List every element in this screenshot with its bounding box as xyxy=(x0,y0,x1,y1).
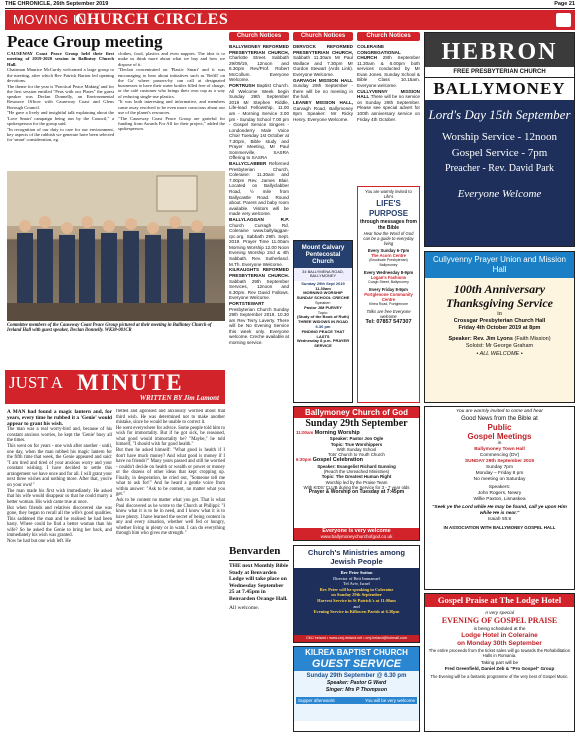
hebron-head xyxy=(425,33,574,67)
mount-calvary-address: 34 BALLYMENA ROAD, BALLYMONEY xyxy=(294,268,352,281)
gospel-praise-ad xyxy=(424,593,575,732)
cog-body xyxy=(294,430,419,496)
cullyvenny-anniv2: Thanksgiving Service xyxy=(446,296,553,310)
pg-body xyxy=(425,407,574,533)
pg-s2: Willie Paxton, Lisnaskea xyxy=(473,497,526,502)
ministries-role: Director of Beit Immanuel xyxy=(333,575,380,581)
notice-item: PORTSTEWART Presbyterian Church Sunday 29th September 2019. 10.30 am Rev Terry Laverty. There will be No Evening Service this week only. Everyone welcome. Creche available at morning service. xyxy=(229,301,289,345)
gp-special: A very special xyxy=(484,610,514,615)
cullyvenny-welcome: • ALL WELCOME • xyxy=(476,351,523,357)
mc-topic-label: Topic: xyxy=(317,309,329,315)
pg-good: Good News from the Bible at xyxy=(461,416,538,422)
notices-col2 xyxy=(293,44,353,244)
pg-date: SUNDAY 29th September 2019 xyxy=(464,459,535,464)
hebron-day: Lord's Day 15th September xyxy=(428,107,571,122)
jam-para: Ask to be content no matter what you get. That is what Paul discovered as he wrote to the Church at Philippi: "I know what it is to be in need, and I know what it is to have plenty. I have learned the secret of being content in any and every situation, whether well fed or hungry, whether living in plenty or in want. I can do everything through him who gives me strength." xyxy=(116,498,225,537)
cullyvenny-title-bar xyxy=(425,252,574,278)
pg-title2: Gospel Meetings xyxy=(467,432,532,441)
cog-date: Sunday 29th September xyxy=(305,418,408,429)
lifes-purpose-body xyxy=(358,187,419,328)
pg-mon: Monday – Friday 8 pm xyxy=(475,471,524,476)
jam-para: This went on for years - one wish after another - until, one day, when the man rubbed his magic lantern for the fifth time that week, the Genie appeared and said: "I am tired and tired of your anxious worry and your constant wishing. I have decided to settle this arrangement we have once and for all. I will grant your next three wishes and nothing more. After that, you're on your own!" xyxy=(7,444,112,488)
mc-date: Sunday 29th Sept 2019 xyxy=(301,280,345,286)
mount-calvary-ad xyxy=(293,240,353,403)
notices-col3 xyxy=(357,44,420,184)
cullyvenny-speaker: Speaker: Rev. Jim Lyons (Faith Mission) xyxy=(448,336,551,342)
lp-sun: Every Sunday 6-7pm xyxy=(367,248,410,253)
hebron-gs: Gospel Service - 7pm xyxy=(451,147,548,159)
mc-topic: (Study of the Book of Ruth) THREE WIDOWS IN ROAD xyxy=(297,314,349,325)
lead-para: "He gave a lively and insightful talk explaining about the 'Love Smart' campaign being run by the Council," a spokesperson for the group said. xyxy=(7,110,114,127)
gp-held: is being scheduled at the xyxy=(473,626,526,631)
ministries-title: Church's Ministries among Jewish People xyxy=(307,548,406,566)
cog-evening: 6:30pm Gospel Celebration xyxy=(296,457,364,464)
gp-p2: The Evening will be a fantastic programme of the very best of Gospel Music. xyxy=(430,674,569,680)
lp-title: LIFE'S PURPOSE xyxy=(368,199,409,218)
lead-para: CAUSEWAY Coast Peace Group held their first meeting of 2019-2020 session in Ballintoy Church Hall. xyxy=(7,51,114,67)
gp-venue: Lodge Hotel in Coleraine xyxy=(461,632,538,639)
pg-sat: No meeting on Saturday xyxy=(473,477,526,482)
cog-led: Worship led by the Praise Team xyxy=(325,479,388,485)
benvarden-welcome: All welcome. xyxy=(229,604,260,611)
cog-title: Ballymoney Church of God xyxy=(294,407,419,418)
kilrea-supper: Supper afterwards xyxy=(298,698,335,703)
kilrea-ad xyxy=(293,646,420,732)
pg-ref: Isaiah 55:6 xyxy=(487,517,512,522)
notice-item: COLERAINE CONGREGATIONAL CHURCH 29th September 11.30am & 6.00pm both services conducted by Mr Evan Jones. Sunday School & Bible Class 10.15am. Everyone welcome. xyxy=(357,44,420,88)
hebron-name: HEBRON xyxy=(441,39,558,65)
lead-col1 xyxy=(7,51,114,169)
mount-calvary-title: Mount Calvary Pentecostal Church xyxy=(294,241,352,268)
ministries-ad xyxy=(293,545,420,643)
ministries-e4: and xyxy=(353,603,360,609)
group-photo xyxy=(7,171,225,321)
lp-sun-at: The Acorn Centre xyxy=(371,253,406,258)
pg-title1: Public xyxy=(487,423,512,432)
hebron-ws: Worship Service - 12noon xyxy=(442,131,557,143)
benvarden-rule xyxy=(229,560,289,561)
masthead-rule xyxy=(5,8,575,9)
kilrea-sub: GUEST SERVICE xyxy=(294,658,419,671)
cullyvenny-body xyxy=(425,278,574,403)
kilrea-welcome: You will be very welcome xyxy=(364,698,415,703)
notice-item: BALLYMONEY REFORMED PRESBYTERIAN CHURCH, Charlotte Street. Sabbath 29/09/19, 12noon and 6.30pm Rev/Prof. Robert McCollum. Everyone Welcome. xyxy=(229,44,289,83)
jam-para: A MAN had found a magic lantern and, for years, every time he rubbed it a 'Genie' would appear to grant his wish. xyxy=(7,409,112,427)
notice-item: LEANEY MISSION HALL, Garvagh Road, Ballymoney 8pm Speaker: Mr Ricky Henry. Everyone Welcome. xyxy=(293,100,353,122)
lead-para: "It was both interesting and informative, and members came away resolved to be even more conscious about our use of the planet's resources. xyxy=(118,99,225,116)
mc-service2: FINDING PEACE THAT LASTS xyxy=(301,328,345,339)
notices-col1 xyxy=(229,44,289,534)
gp-title: Gospel Praise at The Lodge Hotel xyxy=(425,594,574,607)
notice-item: DERVOCK REFORMED PRESBYTERIAN CHURCH, Sabbath 11.30am Mr Paul Wallace and 7.30pm Mr Gordon Stewart (Ards Link). Everyone Welcome. xyxy=(293,44,353,77)
kilrea-body xyxy=(294,671,419,721)
jam-minute: MINUTE xyxy=(77,370,184,395)
pg-sun: Sunday 7pm xyxy=(486,465,513,470)
kilrea-footer xyxy=(296,697,417,704)
cullyvenny-title: Cullyvenny Prayer Union and Mission Hall xyxy=(433,255,566,274)
pg-venue: Ballymoney Town Hall xyxy=(474,447,525,452)
gp-date: on Monday 30th September xyxy=(457,640,542,647)
lead-para: "Declan concentrated on 'Plastic Smart' and it was encouraging to hear about initiatives such as 'Refill' on the Go' where passers-by can call at designated businesses to have their water bottles filled free of charge, or the café customer who brings their own cup as a way of reducing single-use plastics. xyxy=(118,67,225,99)
section-banner xyxy=(5,10,575,30)
paper-name: THE CHRONICLE, 26th September 2019 xyxy=(5,1,109,7)
gp-taking: Taking part will be xyxy=(480,660,519,666)
pg-intro: You are warmly invited to come and hear xyxy=(456,409,543,414)
jam-para: The man made his first wish immediately. He asked that his wife would disappear so that he could marry a better woman. His wish came true at once. xyxy=(7,488,112,505)
lp-sub: through messages from the Bible xyxy=(360,219,417,231)
gp-p1: The entire proceeds from the ticket sales will go towards the Rehabilitation Halls in Romania. xyxy=(428,648,571,659)
notice-item: KILRAUGHTS REFORMED PRESBYTERIAN CHURCH. Sabbath 29th September Services, 12noon and 6.30pm. Rev David Fallows. Everyone Welcome. xyxy=(229,267,289,301)
lp-fri-at: Portglenone Community Centre xyxy=(364,292,413,302)
mc-service1b: SUNDAY SCHOOL CRECHE xyxy=(296,295,350,301)
jam-para: He went everywhere for advice. Some people told him to wish for immortality. But if he got sick, he reasoned, what good would immortality be? "Maybe," he told himself, "I should wish for good health." xyxy=(116,425,225,448)
jam-just: JUST A xyxy=(9,373,64,392)
mc-time1: 11.30am xyxy=(315,285,331,291)
lp-line: Hear how the Word of God can be a guide to everyday living xyxy=(363,231,414,246)
mc-speaker-label: Speaker: xyxy=(314,300,331,305)
notice-item: BALLYLAGGAN R.P. Church Curragh Rd. Coleraine www.ballylaggan-rpc.org. Sabbath 29th. Sept. 2019. Prayer Time 11.00am Morning Worship 12.00 Noon Evening Worship 2nd & 4th Sabbath. Rev. Sutherland. M.Th. Everyone Welcome. xyxy=(229,217,289,267)
cog-tots: Tots' Church to Youth Church xyxy=(328,452,385,458)
kilrea-when: Sunday 29th September @ 6.30 pm xyxy=(306,673,407,679)
hebron-sub: FREE PRESBYTERIAN CHURCH xyxy=(425,67,574,78)
hebron-body xyxy=(425,100,574,246)
lead-para: clothes, food, plastics and even nappies. The idea is to make us think more about what we buy and how we dispose of it. xyxy=(118,51,225,67)
cog-morning: 11:00am Morning Worship xyxy=(296,430,360,436)
lp-fri-addr: Kilrea Road, Portglenone xyxy=(368,302,409,306)
cog-prayer: Prayer & Worship on Tuesday at 7:45pm xyxy=(308,489,405,496)
lp-wed-addr: Coagh Street, Ballymoney xyxy=(368,280,409,284)
kilrea-singer: Singer: Mrs P Thompson xyxy=(325,687,388,693)
notice-item: PORTRUSH Baptist Church. All Welcome Week begin Sunday 29th September 2019 Mr Stephen Riddle, Life-lead Fellowship, 11.00 am - Morning Service 3.00 pm - Sunday School 7.00 pm - Gospel Service Singers - Londonderry Male Voice Choir Tuesday 1st October at 7.30pm, Bible study and Prayer Meeting, Mr Paul Sommerville, SASRA Offering to SASRA xyxy=(229,83,289,161)
cog-ss: With Sunday School xyxy=(336,446,377,452)
photo-caption: Committee members of the Causeway Coast Peace Group pictured at their meeting in Ballintoy Church of Ireland Hall with guest speaker, Declan Donnelly. WK38-001CR xyxy=(7,323,212,334)
lp-sun-addr: (Brookvale Presbyterian) Ballymoney xyxy=(369,258,408,267)
cog-sp2b: (Reach the Unreached Ministries) xyxy=(323,469,390,475)
cog-kids: With KIDS' CLUB during the Service for 3 - 7 year olds xyxy=(303,484,410,490)
lead-para: The theme for the year is 'Practical Peace Making' and for the first session entitled "Peas with our Plates" the guest speaker was Declan Donnelly, an Environmental Resource Officer with Causeway Coast and Glens Borough Council. xyxy=(7,83,114,110)
jam-para: But when friends and relatives discovered she was gone, they began to recall all the wife's good qualities. This saddened the man and he realised he had been hasty. Where could he find a better woman than his wife? So he asked the Genie to bring her back, and immediately his wish was granted. xyxy=(7,505,112,539)
ministries-e3: Harvest Service in St Patrick's at 11.00am xyxy=(317,597,396,603)
lp-fri: Every Friday 8-9pm xyxy=(369,287,408,292)
banner-icon xyxy=(556,13,571,27)
notices-header-3: Church Notices xyxy=(357,32,420,41)
mc-wed: Wednesday 8 p.m. PRAYER SERVICE xyxy=(296,338,350,349)
jam-col1 xyxy=(7,409,112,731)
cullyvenny-when: Friday 4th October 2019 at 8pm xyxy=(458,325,541,331)
cog-sp1: Speaker: Pastor Jon Ogle xyxy=(329,436,384,442)
ministries-e5: Evening Service in Killowen Parish at 6.30pm xyxy=(313,609,400,615)
pg-s1: John Rogers, Newry xyxy=(477,491,522,496)
jam-byline: WRITTEN BY Jim Lamont xyxy=(139,394,219,402)
cullyvenny-in: in xyxy=(497,311,502,317)
ministries-contact: CMJ Ireland • www.cmj-ireland.net • cmj.ireland@hotmail.com xyxy=(294,635,419,642)
group-photo-figures xyxy=(7,171,225,321)
gp-body xyxy=(425,607,574,683)
notice-item: CULLYVENNY MISSION HALL There will be no service on Sunday 29th September. Please see special advert for 100th anniversary service on Friday 4th October. xyxy=(357,88,420,122)
hebron-welcome: Everyone Welcome xyxy=(457,188,542,200)
lead-headline: Peace Group meeting xyxy=(7,32,163,51)
jam-para: Now he had but one wish left. He xyxy=(7,538,71,544)
cullyvenny-where: Crossgar Presbyterian Church Hall xyxy=(453,318,546,324)
page-number: Page 21 xyxy=(554,1,575,7)
ministries-body xyxy=(294,568,419,635)
cullyvenny-anniv1: 100th Anniversary xyxy=(453,282,546,296)
mount-calvary-body xyxy=(294,281,352,350)
gp-names: Fred Greenfield, Daniel Zeb & "Pro Gospel" Group xyxy=(444,666,555,672)
jam-col2 xyxy=(116,409,225,731)
jam-banner xyxy=(5,370,225,404)
cog-tp2: Topic: The Greatest Human Right xyxy=(321,474,392,480)
kilrea-title: KILREA BAPTIST CHURCH xyxy=(294,647,419,658)
pg-speakers: Speakers: xyxy=(488,485,511,490)
pg-in: in xyxy=(497,441,502,446)
cog-sp2: Speaker: Evangelist Richard Gunning xyxy=(317,463,396,469)
mc-speaker: Pastor JIM PURVEY xyxy=(304,304,342,310)
ministries-e2: on Sunday 29th September xyxy=(331,592,382,598)
notice-item: BALLYCLABBER Reformed Presbyterian Church, Coleraine: 11.30am and 7.00pm Rev. James Blair. Located on Ballyclabber Road, ½ mile from Ballycastle Road. Round about. Parent and baby room available. Visitors will be made very welcome. xyxy=(229,161,289,217)
mc-service1: MORNING WORSHIP xyxy=(303,290,343,296)
banner-main: CHURCH CIRCLES xyxy=(75,11,229,28)
ministries-loc: Tel Aviv, Israel xyxy=(343,581,370,587)
hebron-town: BALLYMONEY xyxy=(433,79,566,98)
pg-verse: "Seek ye the Lord while He may be found, call ye upon Him while He is near." xyxy=(432,505,567,516)
lead-para: "The Causeway Coast Peace Group are grateful for funding from Awards For All for their project," added the spokesperson. xyxy=(118,115,225,132)
public-gospel-ad xyxy=(424,406,575,590)
benvarden-text xyxy=(229,563,289,728)
lp-closing: Talks are free Everyone welcome xyxy=(366,309,411,319)
hebron-ad xyxy=(424,32,575,247)
lead-col2 xyxy=(118,51,225,169)
cullyvenny-soloist: Soloist: Mr George Graham xyxy=(465,343,534,349)
hebron-pr: Preacher - Rev. David Park xyxy=(444,163,555,174)
cog-tp1: Topic: True Worshippers xyxy=(330,441,383,447)
notices-header-1: Church Notices xyxy=(229,32,289,41)
cullyvenny-ad xyxy=(424,251,575,403)
benvarden-body: THE next Monthly Bible Study at Benvarden Lodge will take place on Wednesday September 25 at 7.45pm in Benvarden Orange Hall. xyxy=(229,563,289,602)
notices-header-2: Church Notices xyxy=(293,32,353,41)
lead-para: Chairman Maurice McCurdy welcomed a large group to the meeting, after which Rev Patrick Barton led opening devotions. xyxy=(7,67,114,83)
lead-para: "In recognition of our duty to care for our environment, key aspects of the rubbish we generate have been selected for 'smart' consideration, eg. xyxy=(7,126,114,143)
pg-assoc: IN ASSOCIATION WITH BALLYMONEY GOSPEL HALL xyxy=(443,525,556,530)
ministries-e1: Rev Peter will be speaking in Coleraine xyxy=(319,586,394,592)
banner-pre: MOVING IN xyxy=(13,12,87,27)
mc-time2: 6.30 pm xyxy=(315,323,331,329)
lp-wed-at: Logan's Fashions xyxy=(370,275,407,280)
pg-commencing: Commencing (DV) xyxy=(479,453,520,458)
jam-para: But then he asked himself: "What good is health if I don't have much money? And what good is money if I have no friends?" Many years passed and still he worried - couldn't decide on health or wealth or power or money or the dozens of other ideas that kept cropping up. Finally, in desperation, he cried out, "Someone tell me what to ask for!" And he heard a gentle voice from within answer: "Ask to be content, no matter what you get." xyxy=(116,448,225,498)
lp-intro: You are warmly invited to Life's xyxy=(365,189,412,199)
lifes-purpose-ad xyxy=(357,186,420,403)
notice-item: GARVAGH MISSION HALL Sunday 29th September - there will be no meeting in the hall. xyxy=(293,77,353,100)
gp-event: EVENING OF GOSPEL PRAISE xyxy=(441,616,558,625)
jam-para: The man was a real worry-bird and, because of his constant anxious worries, he kept the 'Genie' busy all the times. xyxy=(7,427,112,444)
lp-tel: Tel: 07857 547307 xyxy=(365,319,412,325)
kilrea-speaker: Speaker: Pastor G Ward xyxy=(326,680,387,686)
cog-web: www.ballymoneychurchofgod.co.uk xyxy=(294,534,419,540)
benvarden-title: Benvarden xyxy=(229,545,281,557)
cog-welcome: Everyone is very welcome xyxy=(294,528,419,535)
ballymoney-cog-ad xyxy=(293,406,420,541)
lp-wed: Every Wednesday 8-9pm xyxy=(363,270,414,275)
jam-para: fretted and agonised and anxiously worried about that third wish. He was determined not to make another mistake, since he would be unable to correct it. xyxy=(116,409,225,425)
ministries-speaker: Rev Peter Sutton xyxy=(340,570,373,575)
